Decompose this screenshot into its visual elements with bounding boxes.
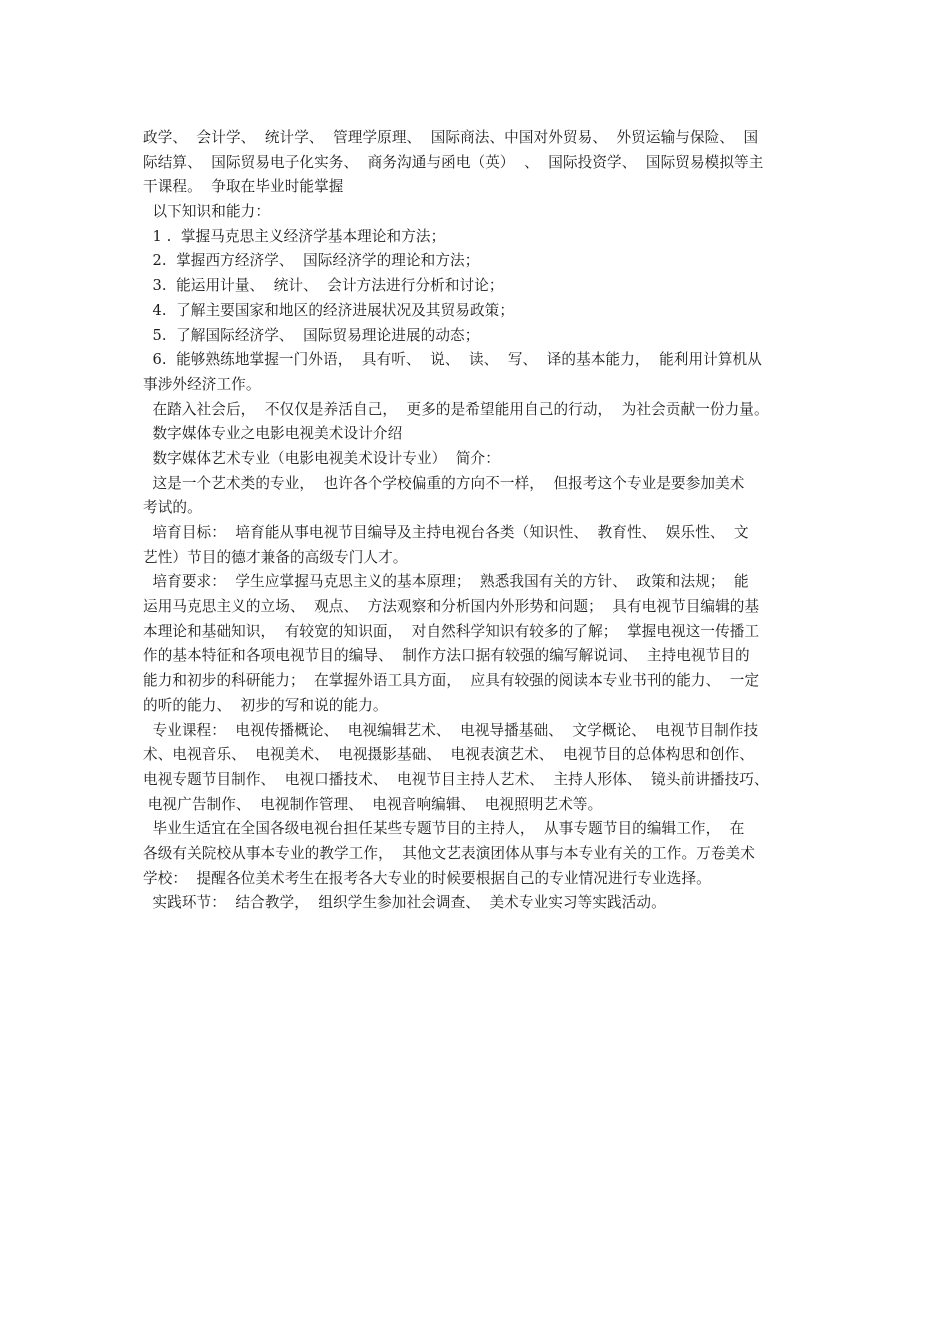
- text-line: 4. 了解主要国家和地区的经济进展状况及其贸易政策；: [143, 301, 515, 319]
- text-line: 这是一个艺术类的专业， 也许各个学校偏重的方向不一样， 但报考这个专业是要参加美术: [143, 474, 745, 492]
- text-line: 学校： 提醒各位美术考生在报考各大专业的时候要根据自己的专业情况进行专业选择。: [143, 869, 711, 887]
- text-line: 能力和初步的科研能力； 在掌握外语工具方面， 应具有较强的阅读本专业书刊的能力、 一定: [143, 672, 760, 690]
- text-line: 运用马克思主义的立场、 观点、 方法观察和分析国内外形势和问题； 具有电视节目编辑的基: [143, 598, 760, 616]
- text-line: 3. 能运用计量、 统计、 会计方法进行分析和讨论；: [143, 277, 504, 295]
- text-line: 2. 掌握西方经济学、 国际经济学的理论和方法；: [143, 252, 480, 270]
- text-line: 在踏入社会后， 不仅仅是养活自己， 更多的是希望能用自己的行动， 为社会贡献一份力量。: [143, 400, 769, 418]
- text-line: 电视广告制作、 电视制作管理、 电视音响编辑、 电视照明艺术等。: [143, 795, 603, 813]
- text-line: 数字媒体专业之电影电视美术设计介绍: [143, 425, 403, 443]
- text-line: 毕业生适宜在全国各级电视台担任某些专题节目的主持人， 从事专题节目的编辑工作， 在: [143, 820, 745, 838]
- text-line: 数字媒体艺术专业（电影电视美术设计专业） 简介：: [143, 449, 500, 467]
- text-line: 作的基本特征和各项电视节目的编导、 制作方法口据有较强的编写解说词、 主持电视节目的: [143, 647, 750, 665]
- text-line: 实践环节： 结合教学， 组织学生参加社会调查、 美术专业实习等实践活动。: [143, 894, 666, 912]
- text-line: 培育要求： 学生应掌握马克思主义的基本原理； 熟悉我国有关的方针、 政策和法规； 能: [143, 573, 749, 591]
- text-line: 5. 了解国际经济学、 国际贸易理论进展的动态；: [143, 326, 480, 344]
- text-line: 培育目标： 培育能从事电视节目编导及主持电视台各类（知识性、 教育性、 娱乐性、 文: [143, 524, 749, 541]
- text-line: 1 . 掌握马克思主义经济学基本理论和方法；: [143, 227, 446, 245]
- text-line: 本理论和基础知识， 有较宽的知识面， 对自然科学知识有较多的了解； 掌握电视这一传播工: [143, 622, 760, 640]
- text-line: 各级有关院校从事本专业的教学工作， 其他文艺表演团体从事与本专业有关的工作。万卷美术: [143, 844, 755, 862]
- text-line: 6. 能够熟练地掌握一门外语， 具有听、 说、 读、 写、 译的基本能力， 能利用计算机从: [143, 351, 762, 369]
- text-line: 考试的。: [143, 499, 202, 517]
- text-line: 事涉外经济工作。: [143, 375, 261, 393]
- text-line: 以下知识和能力：: [143, 203, 271, 221]
- document-body: [143, 126, 823, 916]
- text-line: 际结算、 国际贸易电子化实务、 商务沟通与函电（英） 、 国际投资学、 国际贸易模拟等主: [143, 153, 764, 171]
- text-line: 政学、 会计学、 统计学、 管理学原理、 国际商法、中国对外贸易、 外贸运输与保险、 国: [143, 129, 759, 146]
- text-line: 艺性）节目的德才兼备的高级专门人才。: [143, 548, 408, 566]
- text-line: 术、电视音乐、 电视美术、 电视摄影基础、 电视表演艺术、 电视节目的总体构思和创作、: [143, 746, 754, 764]
- text-line: 专业课程： 电视传播概论、 电视编辑艺术、 电视导播基础、 文学概论、 电视节目制作技: [143, 721, 759, 739]
- text-line: 电视专题节目制作、 电视口播技术、 电视节目主持人艺术、 主持人形体、 镜头前讲播技巧、: [143, 770, 769, 788]
- text-line: 的听的能力、 初步的写和说的能力。: [143, 696, 388, 714]
- text-line: 干课程。 争取在毕业时能掌握: [143, 178, 344, 196]
